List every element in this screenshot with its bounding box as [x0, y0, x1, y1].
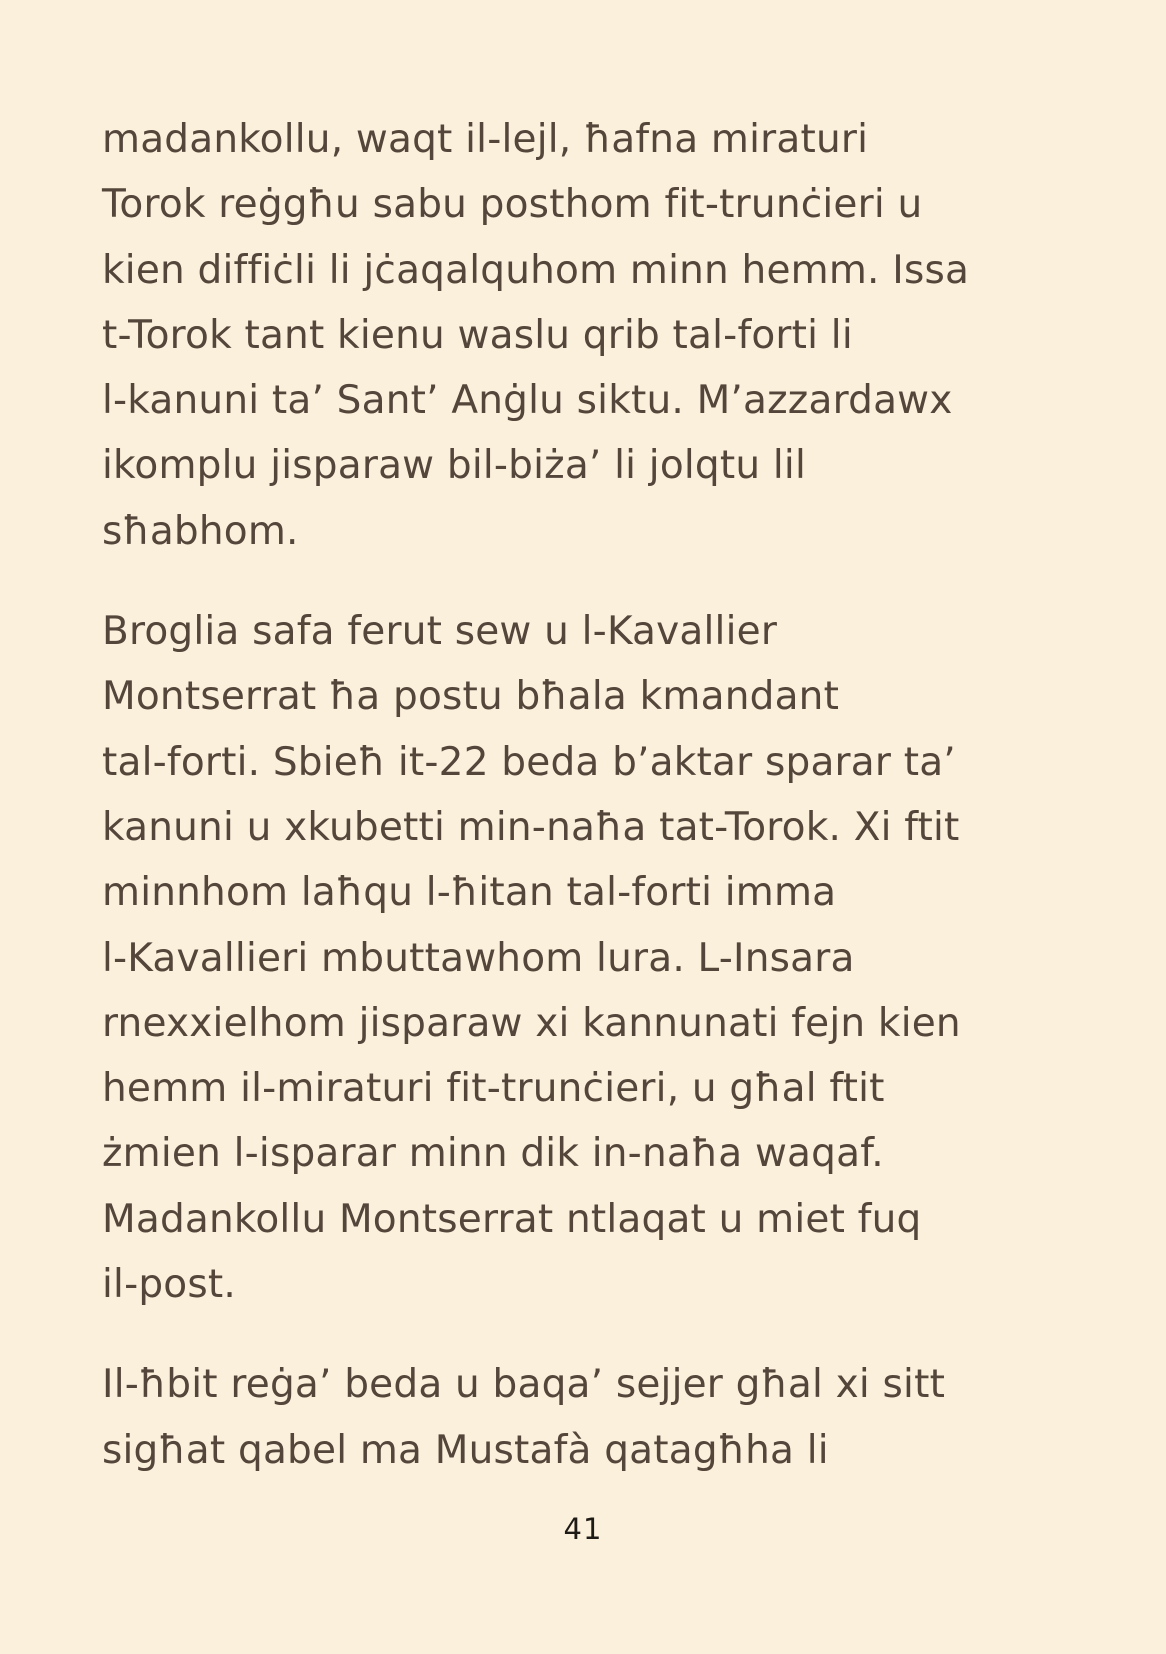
text-line: Montserrat ħa postu bħala kmandant [102, 674, 840, 720]
text-line: kien diffiċli li jċaqalquhom minn hemm. Issa [102, 247, 970, 293]
page-number: 41 [563, 1512, 603, 1546]
text-line: Il-ħbit reġa’ beda u baqa’ sejjer għal xi sitt [102, 1362, 946, 1408]
text-line: l-kanuni ta’ Sant’ Anġlu siktu. M’azzardawx [102, 378, 953, 424]
paragraph-3 [102, 1352, 1082, 1483]
text-line: minnhom laħqu l-ħitan tal-forti imma [102, 870, 837, 916]
text-line: Madankollu Montserrat ntlaqat u miet fuq [102, 1196, 922, 1242]
text-line: il-post. [102, 1262, 236, 1308]
text-line: t-Torok tant kienu waslu qrib tal-forti li [102, 312, 853, 358]
paragraph-2 [102, 599, 1082, 1317]
text-line: Torok reġgħu sabu posthom fit-trunċieri u [102, 182, 923, 228]
text-line: sħabhom. [102, 508, 299, 554]
body-text [102, 107, 1082, 1518]
text-line: kanuni u xkubetti min-naħa tat-Torok. Xi ftit [102, 804, 960, 850]
paragraph-1 [102, 107, 1082, 564]
text-line: l-Kavallieri mbuttawhom lura. L-Insara [102, 935, 855, 981]
text-line: hemm il-miraturi fit-trunċieri, u għal ftit [102, 1066, 885, 1112]
text-line: madankollu, waqt il-lejl, ħafna miraturi [102, 117, 869, 162]
text-line: ikomplu jisparaw bil-biża’ li jolqtu lil [102, 443, 806, 489]
text-line: sigħat qabel ma Mustafà qatagħha li [102, 1427, 829, 1473]
text-line: rnexxielhom jisparaw xi kannunati fejn kien [102, 1000, 961, 1046]
text-line: tal-forti. Sbieħ it-22 beda b’aktar sparar ta’ [102, 739, 956, 785]
text-line: żmien l-isparar minn dik in-naħa waqaf. [102, 1131, 884, 1177]
text-line: Broglia safa ferut sew u l-Kavallier [102, 609, 778, 655]
